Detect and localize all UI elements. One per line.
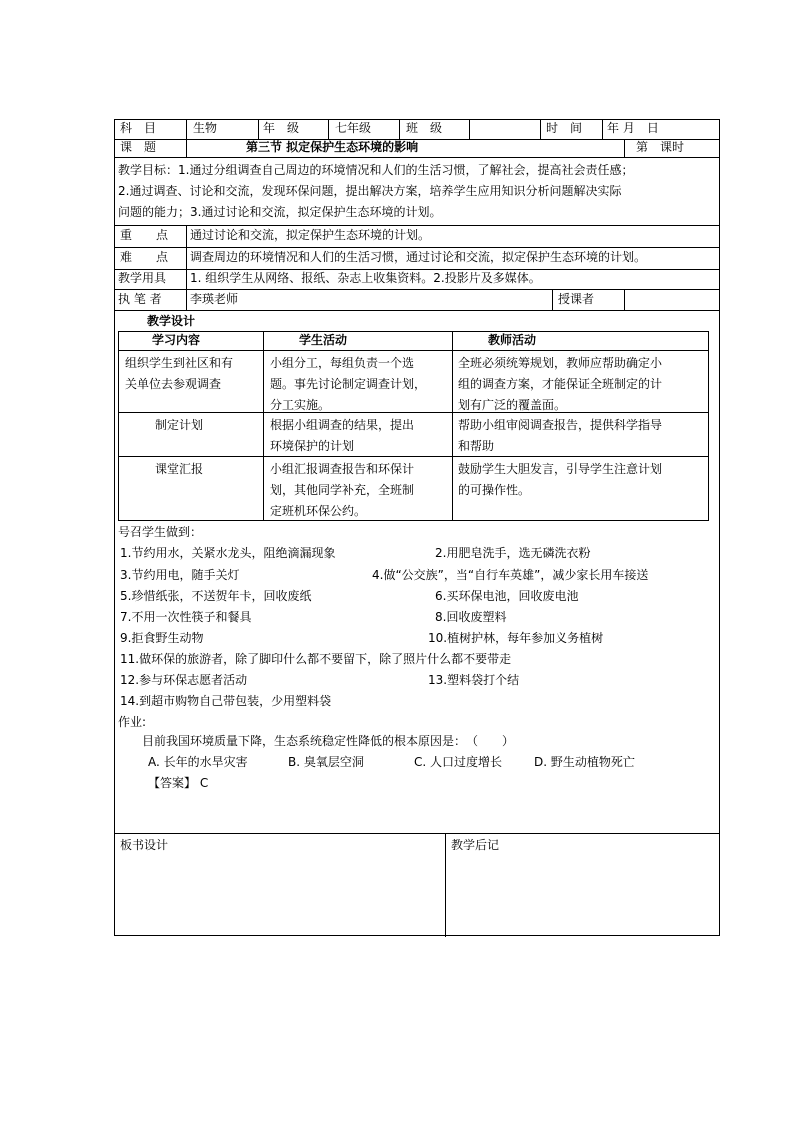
design-cell: 制定计划 — [155, 418, 204, 432]
board-design-label: 板书设计 — [120, 838, 169, 852]
list-item: 3.节约用电，随手关灯 — [120, 568, 240, 582]
list-item: 10.植树护林，每年参加义务植树 — [428, 631, 604, 645]
row-divider — [115, 289, 719, 290]
subject-label: 科 目 — [120, 121, 157, 135]
design-cell: 小组汇报调查报告和环保计 划，其他同学补充，全班制 定班机环保公约。 — [270, 462, 415, 518]
design-cell: 课堂汇报 — [155, 462, 204, 476]
topic-label: 课 题 — [120, 140, 157, 154]
design-cell: 根据小组调查的结果，提出 环境保护的计划 — [270, 418, 415, 453]
focus-value: 通过讨论和交流，拟定保护生态环境的计划。 — [190, 228, 431, 242]
row-divider — [115, 157, 719, 158]
list-item: 14.到超市购物自己带包装，少用塑料袋 — [120, 694, 332, 708]
focus-label: 重 点 — [120, 228, 169, 242]
homework-label: 作业: — [118, 715, 147, 729]
author-value: 李瑛老师 — [190, 292, 239, 306]
date-value: 年 月 日 — [607, 121, 659, 135]
row-divider — [115, 225, 719, 226]
list-item: 4.做“公交族”，当“自行车英雄”，减少家长用车接送 — [372, 568, 649, 582]
objectives-line: 2.通过调查、讨论和交流，发现环保问题，提出解决方案，培养学生应用知识分析问题解决实际 — [118, 184, 622, 198]
homework-option: D. 野生动植物死亡 — [534, 755, 635, 769]
grade-value: 七年级 — [335, 121, 372, 135]
list-item: 12.参与环保志愿者活动 — [120, 673, 248, 687]
tools-value: 1. 组织学生从网络、报纸、杂志上收集资料。2.投影片及多媒体。 — [190, 271, 541, 285]
reflection-label: 教学后记 — [451, 838, 500, 852]
homework-answer: 【答案】 C — [148, 776, 209, 790]
design-header: 学习内容 — [152, 333, 201, 347]
call-title: 号召学生做到： — [118, 525, 203, 539]
lesson-number: 第 课时 — [636, 140, 685, 154]
difficulty-label: 难 点 — [120, 250, 169, 264]
design-title: 教学设计 — [147, 314, 196, 328]
topic-title: 第三节 拟定保护生态环境的影响 — [246, 140, 419, 154]
design-cell: 帮助小组审阅调查报告，提供科学指导 和帮助 — [458, 418, 663, 453]
objectives-line: 教学目标：1.通过分组调查自己周边的环境情况和人们的生活习惯，了解社会，提高社会责任感； — [118, 163, 634, 177]
tools-label: 教学用具 — [118, 271, 167, 285]
list-item: 5.珍惜纸张，不送贺年卡，回收废纸 — [120, 589, 312, 603]
grade-label: 年 级 — [263, 121, 300, 135]
list-item: 11.做环保的旅游者，除了脚印什么都不要留下，除了照片什么都不要带走 — [120, 652, 512, 666]
design-cell: 组织学生到社区和有 关单位去参观调查 — [125, 356, 234, 391]
list-item: 9.拒食野生动物 — [120, 631, 204, 645]
lecturer-label: 授课者 — [558, 292, 595, 306]
design-cell: 小组分工，每组负责一个选 题。事先讨论制定调查计划， 分工实施。 — [270, 356, 427, 412]
design-header: 学生活动 — [299, 333, 348, 347]
list-item: 1.节约用水，关紧水龙头，阻绝滴漏现象 — [120, 546, 336, 560]
list-item: 2.用肥皂洗手，选无磷洗衣粉 — [435, 546, 591, 560]
class-label: 班 级 — [406, 121, 443, 135]
row-divider — [115, 310, 719, 311]
design-cell: 鼓励学生大胆发言，引导学生注意计划 的可操作性。 — [458, 462, 663, 497]
difficulty-value: 调查周边的环境情况和人们的生活习惯，通过讨论和交流，拟定保护生态环境的计划。 — [190, 250, 647, 264]
homework-question: 目前我国环境质量下降，生态系统稳定性降低的根本原因是： （ ） — [142, 734, 515, 748]
subject-value: 生物 — [193, 121, 218, 135]
homework-option: B. 臭氧层空洞 — [288, 755, 364, 769]
design-header: 教师活动 — [488, 333, 537, 347]
homework-option: A. 长年的水旱灾害 — [148, 755, 248, 769]
row-divider — [115, 247, 719, 248]
list-item: 13.塑料袋打个结 — [428, 673, 520, 687]
list-item: 8.回收废塑料 — [435, 610, 507, 624]
homework-option: C. 人口过度增长 — [414, 755, 503, 769]
row-divider — [115, 833, 719, 834]
list-item: 7.不用一次性筷子和餐具 — [120, 610, 252, 624]
list-item: 6.买环保电池，回收废电池 — [435, 589, 579, 603]
author-label: 执 笔 者 — [118, 292, 162, 306]
objectives-line: 问题的能力；3.通过讨论和交流，拟定保护生态环境的计划。 — [118, 205, 442, 219]
design-cell: 全班必须统筹规划，教师应帮助确定小 组的调查方案，才能保证全班制定的计 划有广泛的覆盖面。 — [458, 356, 663, 412]
time-label: 时 间 — [546, 121, 583, 135]
